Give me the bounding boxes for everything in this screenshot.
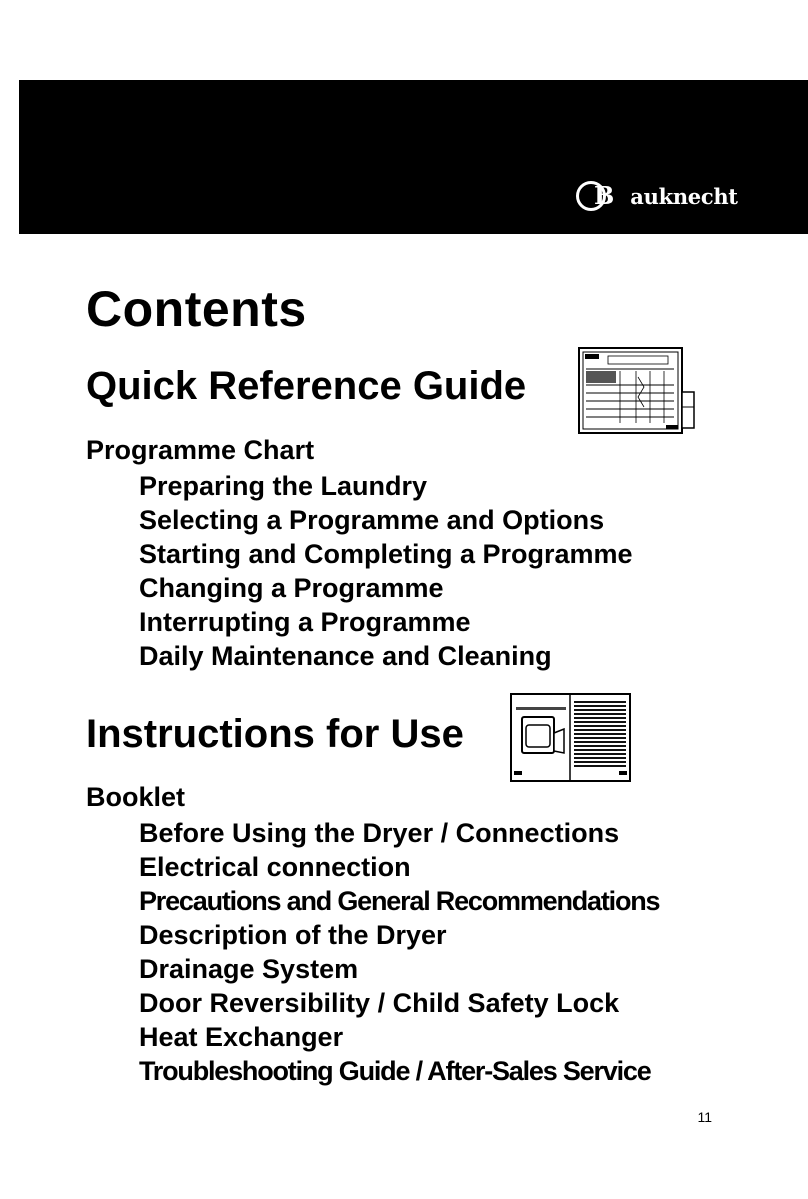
list-item: Door Reversibility / Child Safety Lock	[139, 988, 620, 1018]
list-item: Troubleshooting Guide / After-Sales Service	[139, 1056, 651, 1086]
list-item: Drainage System	[139, 954, 359, 984]
subheading-programme-chart: Programme Chart	[86, 435, 315, 465]
section-heading-instructions: Instructions for Use	[86, 712, 464, 756]
booklet-thumbnail-icon	[510, 693, 631, 782]
list-item: Interrupting a Programme	[139, 607, 471, 637]
page-number: 11	[697, 1109, 712, 1125]
section-heading-quick-reference: Quick Reference Guide	[86, 364, 527, 408]
logo-wordmark: auknecht	[630, 183, 738, 209]
list-item: Starting and Completing a Programme	[139, 539, 633, 569]
instructions-list	[139, 816, 659, 1088]
quick-reference-list	[139, 469, 633, 673]
list-item: Description of the Dryer	[139, 920, 447, 950]
page-title: Contents	[86, 281, 307, 337]
list-item: Selecting a Programme and Options	[139, 505, 605, 535]
logo-initial: B	[594, 181, 615, 210]
list-item: Precautions and General Recommendations	[139, 886, 660, 916]
list-item: Changing a Programme	[139, 573, 444, 603]
list-item: Before Using the Dryer / Connections	[139, 818, 620, 848]
subheading-booklet: Booklet	[86, 782, 186, 812]
list-item: Electrical connection	[139, 852, 411, 882]
list-item: Preparing the Laundry	[139, 471, 428, 501]
bauknecht-logo	[576, 179, 738, 213]
programme-chart-thumbnail-icon	[578, 347, 695, 434]
list-item: Heat Exchanger	[139, 1022, 344, 1052]
list-item: Daily Maintenance and Cleaning	[139, 641, 552, 671]
